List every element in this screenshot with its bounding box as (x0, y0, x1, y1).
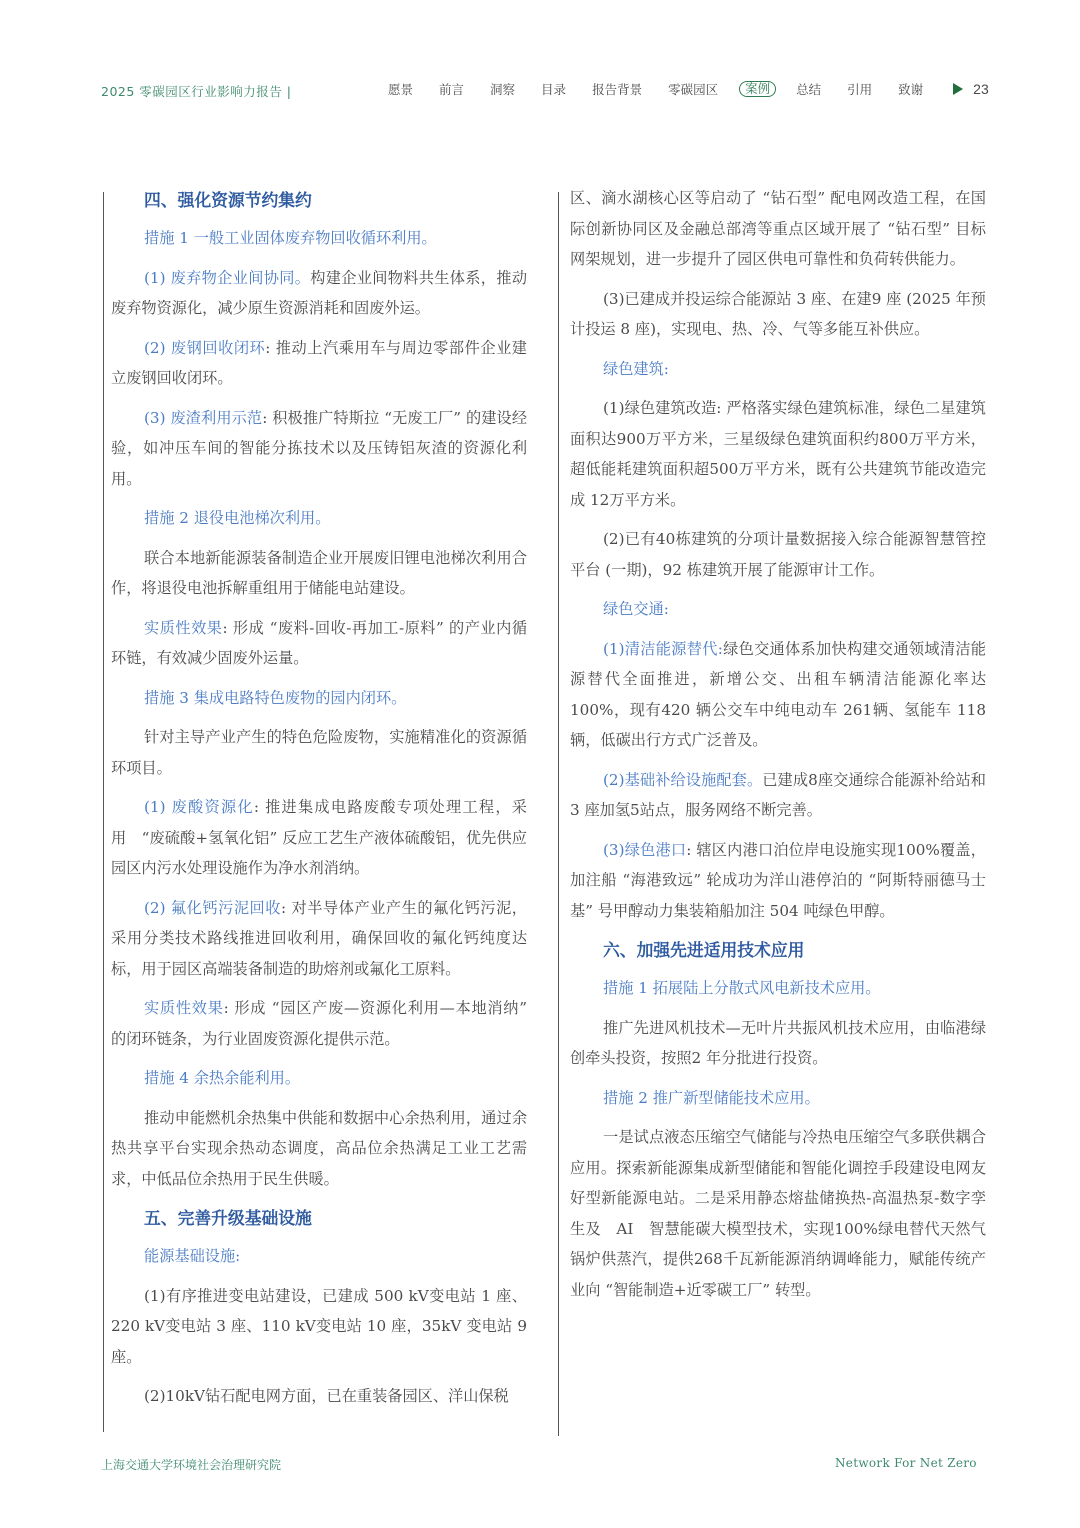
nav-background[interactable]: 报告背景 (592, 82, 643, 97)
measure-4-title: 措施 4 余热余能利用。 (144, 1069, 301, 1087)
section-4-title: 四、强化资源节约集约 (144, 190, 312, 210)
paragraph-text: 已建成8座交通综合能源补给站和 3 座加氢5站点，服务网络不断完善。 (570, 770, 986, 819)
nav-insight[interactable]: 洞察 (490, 82, 516, 97)
paragraph-text: : 形成 “废料-回收-再加工-原料” 的产业内循环链，有效减少固废外运量。 (111, 618, 528, 667)
column-divider-left (103, 192, 104, 1432)
paragraph-text: : 推进集成电路废酸专项处理工程，采用 “废硫酸+氢氧化铝” 反应工艺生产液体硫酸铝，优先供应园区内污水处理设施作为净水剂消纳。 (111, 798, 527, 877)
paragraph-text: : 对半导体产业产生的氟化钙污泥，采用分类技术路线推进回收利用，确保回收的氟化钙纯度达标，用于园区高端装备制造的助熔剂或氟化工原料。 (111, 898, 527, 978)
highlight-label: (2) 废钢回收闭环 (144, 338, 266, 357)
paragraph (111, 263, 527, 324)
nav-references[interactable]: 引用 (847, 82, 873, 97)
paragraph (570, 765, 986, 826)
nav-contents[interactable]: 目录 (541, 82, 567, 97)
highlight-label: (2) 氟化钙污泥回收 (144, 898, 282, 917)
highlight-label: (2)基础补给设施配套。 (603, 770, 763, 789)
paragraph-text: : 积极推广特斯拉 “无废工厂” 的建设经验，如冲压车间的智能分拣技术以及压铸铝灰渣的资源化利用。 (111, 408, 528, 488)
nav-acknowledgements[interactable]: 致谢 (898, 82, 924, 97)
paragraph: 联合本地新能源装备制造企业开展废旧锂电池梯次利用合作，将退役电池拆解重组用于储能电站建设。 (111, 548, 527, 597)
paragraph: 推广先进风机技术—无叶片共振风机技术应用，由临港绿创牵头投资，按照2 年分批进行投资。 (570, 1018, 986, 1067)
paragraph (111, 893, 527, 985)
page-number: 23 (973, 81, 989, 97)
paragraph (111, 993, 527, 1054)
paragraph: 针对主导产业产生的特色危险废物，实施精准化的资源循环项目。 (111, 728, 527, 777)
green-building-title: 绿色建筑: (603, 359, 669, 378)
paragraph (111, 613, 527, 674)
highlight-label: 实质性效果 (144, 618, 223, 637)
paragraph-text: : 推动上汽乘用车与周边零部件企业建立废钢回收闭环。 (111, 338, 527, 387)
highlight-label: (3)绿色港口 (603, 840, 687, 859)
column-divider-middle (558, 192, 559, 1436)
measure-1-title: 措施 1 一般工业固体废弃物回收循环利用。 (144, 229, 437, 247)
footer-institute: 上海交通大学环境社会治理研究院 (101, 1458, 282, 1472)
report-title: 2025 零碳园区行业影响力报告 | (101, 84, 292, 99)
paragraph: (1)有序推进变电站建设，已建成 500 kV变电站 1 座、220 kV变电站 3 座、110 kV变电站 10 座，35kV 变电站 9 座。 (111, 1286, 527, 1366)
paragraph: (2)10kV钻石配电网方面，已在重装备园区、洋山保税 (144, 1387, 509, 1405)
section-5-title: 五、完善升级基础设施 (144, 1208, 312, 1228)
nav-cases[interactable]: 案例 (739, 81, 776, 97)
highlight-label: (1) 废酸资源化 (144, 798, 254, 816)
nav-summary[interactable]: 总结 (796, 82, 822, 97)
footer-tagline: Network For Net Zero (835, 1456, 977, 1470)
green-transport-title: 绿色交通: (603, 600, 669, 618)
paragraph: 一是试点液态压缩空气储能与冷热电压缩空气多联供耦合应用。探索新能源集成新型储能和智能化调控手段建设电网友好型新能源电站。二是采用静态熔盐储换热-高温热泵-数字孪生及 AI 智慧能碳大模型技术，实现100%绿电替代天然气锅炉供蒸汽，提供268千瓦新能源消纳调峰能力，赋能传统产业向 “智能制造+近零碳工厂” 转型。 (570, 1128, 986, 1299)
top-nav (388, 80, 989, 98)
right-column (570, 183, 986, 1314)
highlight-label: (1) 废弃物企业间协同。 (144, 268, 311, 287)
paragraph: 推动申能燃机余热集中供能和数据中心余热利用，通过余热共享平台实现余热动态调度，高品位余热满足工业工艺需求，中低品位余热用于民生供暖。 (111, 1108, 527, 1188)
section-6-title: 六、加强先进适用技术应用 (603, 940, 805, 960)
paragraph: (2)已有40栋建筑的分项计量数据接入综合能源智慧管控平台 (一期)，92 栋建筑开展了能源审计工作。 (570, 530, 986, 579)
highlight-label: 实质性效果 (144, 999, 224, 1017)
measure-3-title: 措施 3 集成电路特色废物的园内闭环。 (144, 688, 407, 707)
paragraph-text: 绿色交通体系加快构建交通领域清洁能源替代全面推进，新增公交、出租车辆清洁能源化率达100%，现有420 辆公交车中纯电动车 261辆、氢能车 118 辆，低碳出行方式广泛普及。 (570, 639, 986, 749)
tech-measure-1-title: 措施 1 拓展陆上分散式风电新技术应用。 (603, 979, 881, 997)
paragraph (111, 403, 527, 495)
paragraph: (3)已建成并投运综合能源站 3 座、在建9 座 (2025 年预计投运 8 座)，实现电、热、冷、气等多能互补供应。 (570, 289, 986, 338)
paragraph (111, 792, 527, 884)
tech-measure-2-title: 措施 2 推广新型储能技术应用。 (603, 1088, 820, 1107)
paragraph: 区、滴水湖核心区等启动了 “钻石型” 配电网改造工程，在国际创新协同区及金融总部湾等重点区域开展了 “钻石型” 目标网架规划，进一步提升了园区供电可靠性和负荷转供能力。 (570, 189, 986, 268)
highlight-label: (1)清洁能源替代: (603, 639, 723, 658)
paragraph: (1)绿色建筑改造: 严格落实绿色建筑标准，绿色二星建筑面积达900万平方米，三星级绿色建筑面积约800万平方米，超低能耗建筑面积超500万平方米，既有公共建筑节能改造完成 12万平方米。 (570, 399, 986, 509)
energy-infrastructure-title: 能源基础设施: (144, 1247, 241, 1265)
page-header (0, 78, 1080, 104)
paragraph-text: : 形成 “园区产废—资源化利用—本地消纳” 的闭环链条，为行业固废资源化提供示范。 (111, 999, 527, 1048)
measure-2-title: 措施 2 退役电池梯次利用。 (144, 509, 331, 527)
paragraph (570, 634, 986, 756)
paragraph (570, 835, 986, 927)
nav-vision[interactable]: 愿景 (388, 82, 414, 97)
play-arrow-icon[interactable] (953, 83, 963, 95)
highlight-label: (3) 废渣利用示范 (144, 408, 263, 427)
paragraph (111, 333, 527, 394)
left-column (111, 183, 527, 1421)
nav-zero-carbon-park[interactable]: 零碳园区 (668, 82, 719, 97)
nav-preface[interactable]: 前言 (439, 82, 465, 97)
paragraph-text: : 辖区内港口泊位岸电设施实现100%覆盖，加注船 “海港致远” 轮成功为洋山港停泊的 “阿斯特丽德马士基” 号甲醇动力集装箱船加注 504 吨绿色甲醇。 (570, 840, 986, 920)
paragraph-text: 构建企业间物料共生体系，推动废弃物资源化，减少原生资源消耗和固废外运。 (111, 268, 528, 317)
